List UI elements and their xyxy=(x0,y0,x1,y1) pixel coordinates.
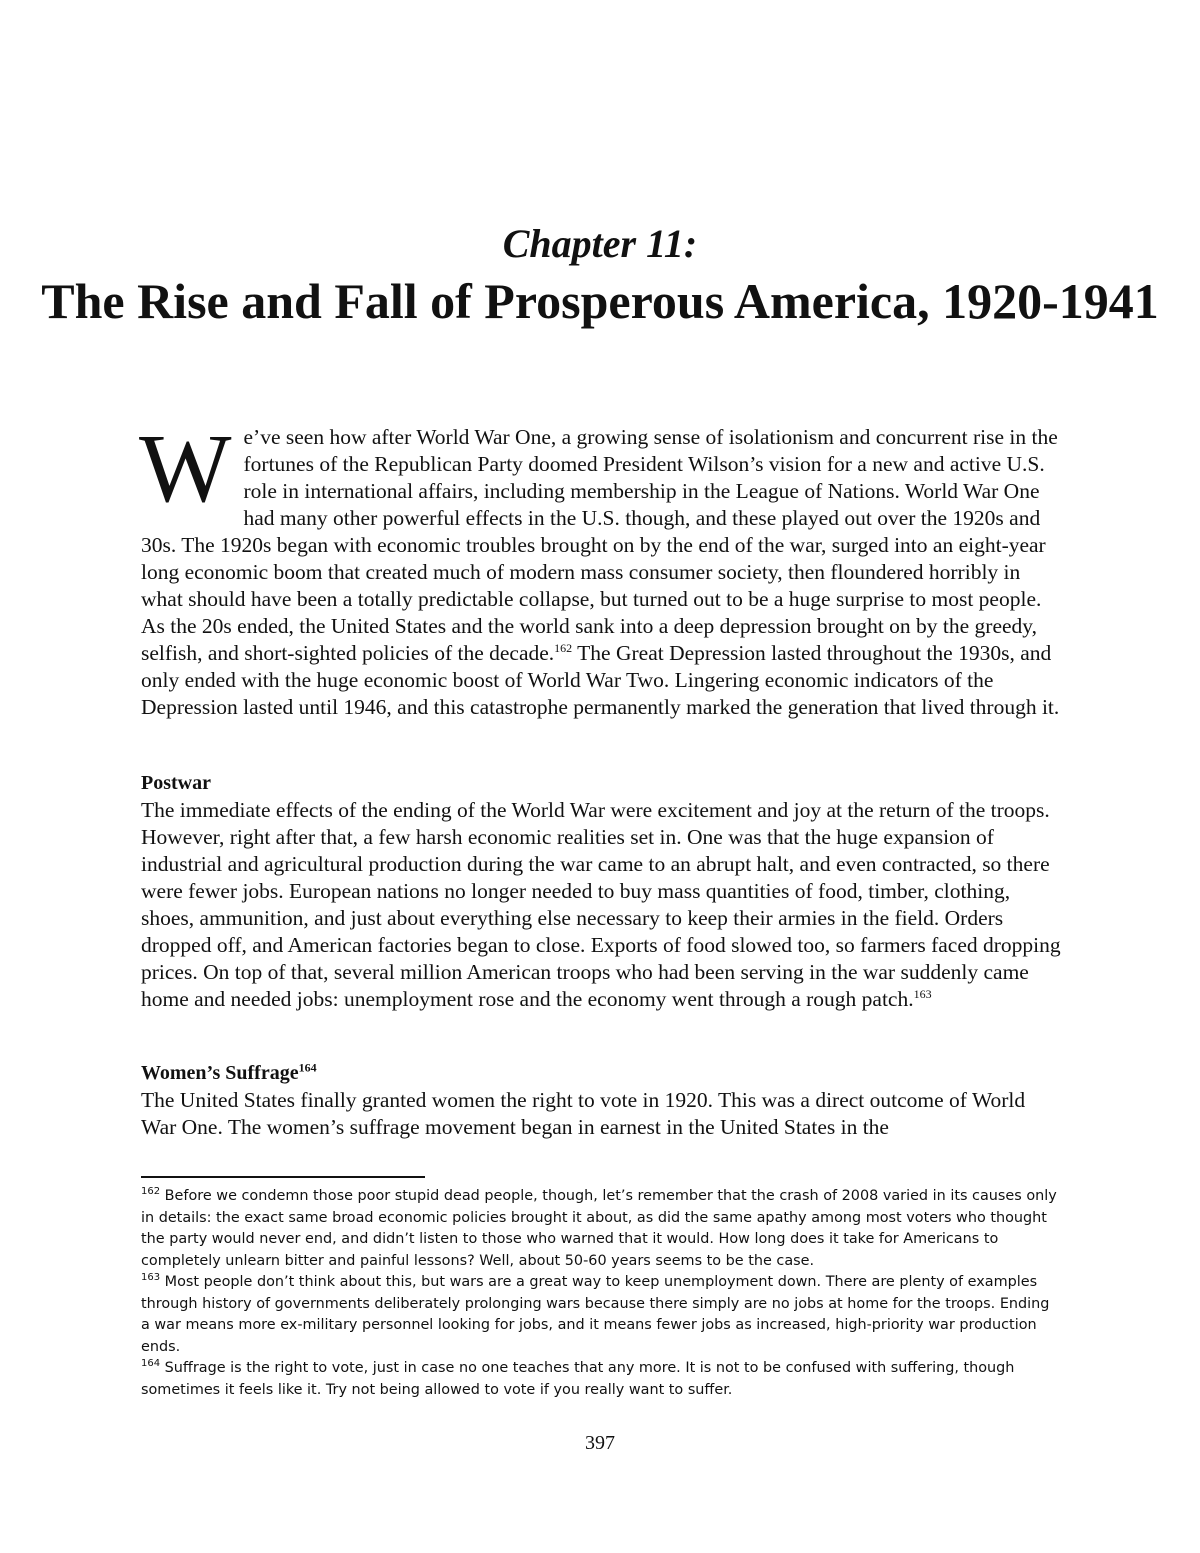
postwar-text: The immediate effects of the ending of the World War were excitement and joy at the return of the troops. However, right after that, a few harsh economic realities set in. One was that the huge expansion of industrial and agricultural production during the war came to an abrupt halt, and even contracted, so there were fewer jobs. European nations no longer needed to buy mass quantities of food, timber, clothing, shoes, ammunition, and just about everything else necessary to keep their armies in the field. Orders dropped off, and American factories began to close. Exports of food slowed too, so farmers faced dropping prices. On top of that, several million American troops who had been serving in the war suddenly came home and needed jobs: unemployment rose and the economy went through a rough patch. xyxy=(141,798,1061,1011)
suffrage-paragraph xyxy=(141,1087,1061,1141)
footnotes xyxy=(141,1186,1061,1401)
footnote-ref-162[interactable]: 162 xyxy=(554,640,573,655)
footnote-ref-163[interactable]: 163 xyxy=(913,986,932,1001)
footnote-162 xyxy=(141,1186,1061,1272)
chapter-label: Chapter 11: xyxy=(502,221,698,266)
footnote-164 xyxy=(141,1358,1061,1401)
footnote-text: Most people don’t think about this, but wars are a great way to keep unemployment down. There are plenty of examples through history of governments deliberately prolonging wars because there simply are no jobs at home for the troops. Ending a war means more ex-military personnel looking for jobs, and it means fewer jobs as increased, high-priority war production ends. xyxy=(141,1274,1050,1355)
page-number: 397 xyxy=(585,1432,615,1454)
postwar-paragraph xyxy=(141,797,1061,1013)
footnote-number: 162 xyxy=(141,1186,161,1198)
intro-paragraph xyxy=(139,415,1061,721)
footnote-divider xyxy=(141,1176,425,1178)
footnote-number: 163 xyxy=(141,1272,161,1284)
intro-text-continued: The Great Depression lasted throughout the 1930s, and only ended with the huge economic boost of World War Two. Lingering economic indicators of the Depression lasted until 1946, and this catastrophe permanently marked the generation that lived through it. xyxy=(141,641,1060,719)
footnote-number: 164 xyxy=(141,1358,161,1370)
footnote-text: Before we condemn those poor stupid dead people, though, let’s remember that the crash of 2008 varied in its causes only in details: the exact same broad economic policies brought it about, as did the same apathy among most voters who thought the party would never end, and didn’t listen to those who warned that it would. How long does it take for Americans to completely unlearn bitter and painful lessons? Well, about 50-60 years seems to be the case. xyxy=(141,1188,1057,1269)
chapter-title: The Rise and Fall of Prosperous America, 1920-1941 xyxy=(41,273,1159,329)
footnote-ref-164[interactable]: 164 xyxy=(298,1060,317,1075)
suffrage-text: The United States finally granted women the right to vote in 1920. This was a direct outcome of World War One. The women’s suffrage movement began in earnest in the United States in the xyxy=(141,1088,1026,1139)
suffrage-heading xyxy=(141,1060,317,1087)
footnote-text: Suffrage is the right to vote, just in case no one teaches that any more. It is not to be confused with suffering, though sometimes it feels like it. Try not being allowed to vote if you really want to suffer. xyxy=(141,1360,1015,1398)
postwar-heading: Postwar xyxy=(141,772,211,794)
drop-cap: W xyxy=(139,415,232,523)
intro-text: e’ve seen how after World War One, a growing sense of isolationism and concurrent rise in the fortunes of the Republican Party doomed President Wilson’s vision for a new and active U.S. role in international affairs, including membership in the League of Nations. World War One had many other powerful effects in the U.S. though, and these played out over the 1920s and 30s. The 1920s began with economic troubles brought on by the end of the war, surged into an eight-year long economic boom that created much of modern mass consumer society, then floundered horribly in what should have been a totally predictable collapse, but turned out to be a huge surprise to most people. As the 20s ended, the United States and the world sank into a deep depression brought on by the greedy, selfish, and short-sighted policies of the decade. xyxy=(141,425,1058,665)
suffrage-heading-text: Women’s Suffrage xyxy=(141,1062,299,1084)
footnote-163 xyxy=(141,1272,1061,1358)
